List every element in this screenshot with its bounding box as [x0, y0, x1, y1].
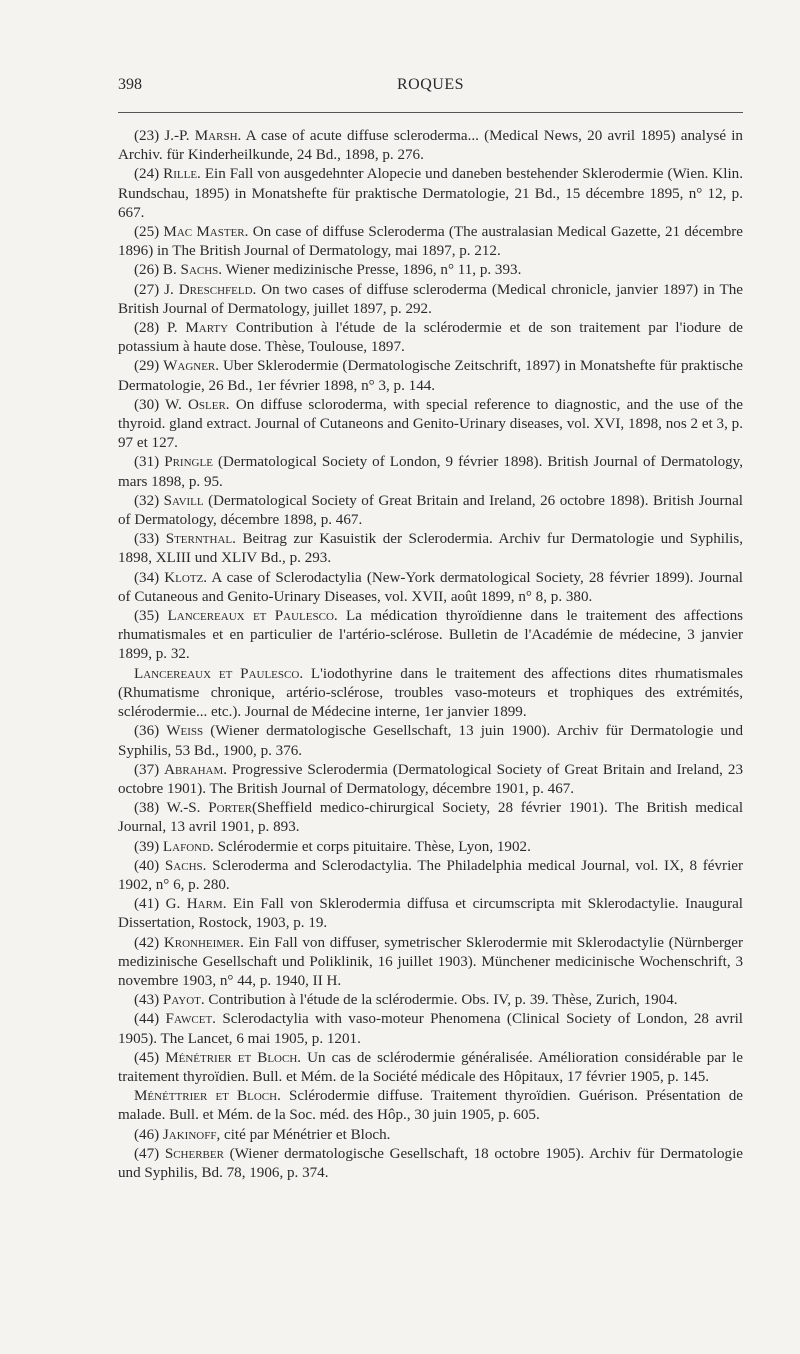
- reference-author: Abraham: [164, 761, 224, 778]
- reference-author: Kronheimer: [163, 934, 241, 951]
- reference-text: . A case of acute diffuse scleroderma... (Medical News, 20 avril 1895) analysé in Archiv. für Kinderheilkunde, 24 Bd., 1898, p. 276.: [118, 128, 743, 164]
- reference-item: [118, 934, 743, 992]
- reference-number: (35): [134, 608, 168, 625]
- reference-item: [118, 492, 743, 530]
- reference-author: Savill: [163, 492, 204, 509]
- reference-item: [118, 665, 743, 723]
- reference-text: (Dermatological Society of Great Britain and Ireland, 26 octobre 1898). British Journal of Dermatology, décembre 1898, p. 467.: [118, 492, 743, 529]
- reference-item: [118, 165, 743, 223]
- reference-text: (Sheffield medico-chirurgical Society, 28 février 1901). The British medical Journal, 13 avril 1901, p. 893.: [118, 800, 744, 836]
- reference-text: . A case of Sclerodactylia (New-York dermatological Society, 28 février 1899). Journal of Cutaneous and Genito-Urinary Diseases, vol. XVII, août 1899, n° 8, p. 380.: [118, 569, 744, 605]
- reference-item: [118, 223, 743, 261]
- reference-number: (40): [134, 857, 165, 874]
- reference-number: (37): [134, 761, 165, 778]
- reference-number: (42): [134, 934, 164, 951]
- reference-text: (Wiener dermatologische Gesellschaft, 13 juin 1900). Archiv für Dermatologie und Syphilis, 53 Bd., 1900, p. 376.: [118, 723, 744, 759]
- reference-number: (32): [134, 492, 164, 509]
- reference-author: Wagner: [163, 358, 216, 375]
- reference-author: Lancereaux et Paulesco: [134, 665, 300, 682]
- reference-number: (41) G.: [134, 896, 187, 913]
- running-title: ROQUES: [396, 76, 464, 93]
- reference-author: Fawcet: [165, 1011, 213, 1028]
- reference-item: [118, 838, 743, 857]
- page-header: [118, 76, 743, 100]
- header-rule: [118, 112, 743, 113]
- reference-author: Payot: [162, 992, 201, 1009]
- reference-author: Ménéttrier et Bloch: [134, 1088, 278, 1105]
- reference-item: [118, 396, 743, 454]
- reference-author: Harm: [186, 896, 223, 913]
- reference-item: [118, 1145, 743, 1183]
- reference-number: (33): [134, 531, 166, 548]
- reference-text: . On diffuse scloroderma, with special reference to diagnostic, and the use of the thyroid. gland extract. Journal of Cutaneons and Genito-Urinary diseases, vol. XVI, 1898, nos 2 et 3, p. 97 et 127.: [118, 396, 743, 452]
- reference-text: . Wiener medizinische Presse, 1896, n° 11, p. 393.: [218, 262, 522, 279]
- reference-item: [118, 127, 743, 165]
- reference-author: Lancereaux et Paulesco: [167, 608, 334, 625]
- reference-text: . On case of diffuse Scleroderma (The australasian Medical Gazette, 21 décembre 1896) in The British Journal of Dermatology, mai 1897, p. 212.: [118, 224, 744, 260]
- reference-item: [118, 761, 743, 799]
- reference-author: Lafond: [162, 838, 211, 855]
- reference-text: . Beitrag zur Kasuistik der Sclerodermia. Archiv fur Dermatologie und Syphilis, 1898, XLIII und XLIV Bd., p. 293.: [118, 531, 744, 567]
- reference-author: Pringle: [164, 454, 213, 471]
- reference-text: (Dermatological Society of London, 9 février 1898). British Journal of Dermatology, mars 1898, p. 95.: [118, 454, 744, 490]
- reference-number: (36): [134, 723, 167, 740]
- reference-number: (43): [134, 992, 163, 1009]
- reference-number: (25): [134, 224, 164, 241]
- page-number: 398: [118, 76, 142, 93]
- reference-number: (24): [134, 166, 164, 183]
- reference-item: [118, 357, 743, 395]
- reference-item: [118, 281, 743, 319]
- reference-number: (30) W.: [134, 396, 188, 413]
- reference-author: Dreschfeld: [178, 281, 253, 298]
- reference-text: . Sclérodermie et corps pituitaire. Thèse, Lyon, 1902.: [210, 838, 531, 855]
- reference-text: . La médication thyroïdienne dans le traitement des affections rhumatismales et en particulier de l'artério-sclérose. Bulletin de l'Académie de médecine, 3 janvier 1899, p. 32.: [118, 608, 744, 663]
- reference-item: [118, 1087, 743, 1125]
- reference-item: [118, 569, 743, 607]
- reference-number: (39): [134, 838, 163, 855]
- reference-number: (44): [134, 1011, 166, 1028]
- reference-text: . L'iodothyrine dans le traitement des affections dites rhumatismales (Rhumatisme chronique, artério-sclérose, troubles vaso-moteurs et trophiques des extrémités, sclérodermie... etc.). Journal de Médecine interne, 1er janvier 1899.: [118, 665, 744, 721]
- reference-number: (46): [134, 1126, 163, 1143]
- reference-author: Jakinoff: [162, 1126, 217, 1143]
- reference-number: (26) B.: [134, 262, 181, 279]
- reference-text: . Un cas de sclérodermie généralisée. Amélioration considérable par le traitement thyroïdien. Bull. et Mém. de la Société médicale des Hôpitaux, 17 février 1905, p. 145.: [118, 1049, 743, 1085]
- reference-text: . Progressive Sclerodermia (Dermatological Society of Great Britain and Ireland, 23 octobre 1901). The British Journal of Dermatology, décembre 1901, p. 467.: [118, 761, 743, 797]
- reference-number: (28) P.: [134, 320, 186, 337]
- reference-author: Sachs: [164, 857, 203, 874]
- reference-item: [118, 261, 743, 280]
- reference-author: Marsh: [194, 128, 238, 144]
- reference-item: [118, 799, 743, 837]
- reference-item: [118, 857, 743, 895]
- reference-author: Rille: [163, 166, 198, 183]
- reference-author: Scherber: [164, 1145, 224, 1162]
- reference-item: [118, 530, 743, 568]
- reference-list: [118, 127, 743, 1183]
- reference-text: . Sclerodactylia with vaso-moteur Phenomena (Clinical Society of London, 28 avril 1905). The Lancet, 6 mai 1905, p. 1201.: [118, 1011, 744, 1047]
- reference-text: (Wiener dermatologische Gesellschaft, 18 octobre 1905). Archiv für Dermatologie und Syphilis, Bd. 78, 1906, p. 374.: [118, 1145, 743, 1181]
- reference-text: . Ein Fall von ausgedehnter Alopecie und daneben bestehender Sklerodermie (Wien. Klin. Rundschau, 1895) in Monatshefte für praktische Dermatologie, 21 Bd., 15 décembre 1895, n° 12, p. 667.: [118, 166, 743, 221]
- reference-text: . Ein Fall von Sklerodermia diffusa et circumscripta mit Sklerodactylie. Inaugural Dissertation, Rostock, 1903, p. 19.: [118, 896, 743, 932]
- reference-text: . On two cases of diffuse scleroderma (Medical chronicle, janvier 1897) in The British Journal of Dermatology, juillet 1897, p. 292.: [118, 281, 743, 317]
- reference-number: (31): [134, 454, 165, 471]
- reference-author: Marty: [185, 320, 229, 337]
- reference-text: . Ein Fall von diffuser, symetrischer Sklerodermie mit Sklerodactylie (Nürnberger medizinische Gesellschaft und Poliklinik, 16 juillet 1903). Münchener medicinische Wochenschrift, 3 novembre 1903, n° 44, p. 1940, II H.: [118, 934, 743, 989]
- reference-number: (29): [134, 358, 164, 375]
- reference-item: [118, 1049, 743, 1087]
- reference-text: . Uber Sklerodermie (Dermatologische Zeitschrift, 1897) in Monatshefte für praktische Dermatologie, 26 Bd., 1er février 1898, n° 3, p. 144.: [118, 358, 743, 394]
- reference-number: (38) W.-S.: [134, 800, 209, 817]
- reference-item: [118, 1126, 743, 1145]
- reference-author: Sachs: [180, 262, 219, 279]
- reference-item: [118, 722, 743, 760]
- reference-item: [118, 1010, 743, 1048]
- reference-author: Klotz: [164, 569, 204, 586]
- reference-item: [118, 895, 743, 933]
- reference-author: Osler: [188, 396, 226, 413]
- reference-number: (34): [134, 569, 165, 586]
- reference-author: Sternthal: [165, 531, 233, 548]
- reference-item: [118, 453, 743, 491]
- reference-author: Mac Master: [163, 224, 245, 241]
- reference-item: [118, 607, 743, 665]
- reference-author: Ménétrier et Bloch: [165, 1049, 298, 1066]
- reference-text: . Sclérodermie diffuse. Traitement thyroïdien. Guérison. Présentation de malade. Bull. et Mém. de la Soc. méd. des Hôp., 30 juin 1905, p. 605.: [118, 1088, 743, 1124]
- reference-text: . Scleroderma and Sclerodactylia. The Philadelphia medical Journal, vol. IX, 8 février 1902, n° 6, p. 280.: [118, 857, 744, 893]
- reference-text: , cité par Ménétrier et Bloch.: [216, 1126, 391, 1143]
- reference-author: Weiss: [166, 723, 204, 740]
- reference-number: (45): [134, 1049, 166, 1066]
- reference-item: [118, 319, 743, 357]
- reference-text: . Contribution à l'étude de la sclérodermie. Obs. IV, p. 39. Thèse, Zurich, 1904.: [200, 992, 678, 1009]
- reference-number: (27) J.: [134, 281, 179, 298]
- reference-author: Porter: [208, 800, 252, 817]
- reference-number: (47): [134, 1145, 165, 1162]
- reference-text: Contribution à l'étude de la sclérodermie et de son traitement par l'iodure de potassium à haute dose. Thèse, Toulouse, 1897.: [118, 320, 744, 356]
- reference-number: (23) J.-P.: [134, 128, 195, 144]
- reference-item: [118, 991, 743, 1010]
